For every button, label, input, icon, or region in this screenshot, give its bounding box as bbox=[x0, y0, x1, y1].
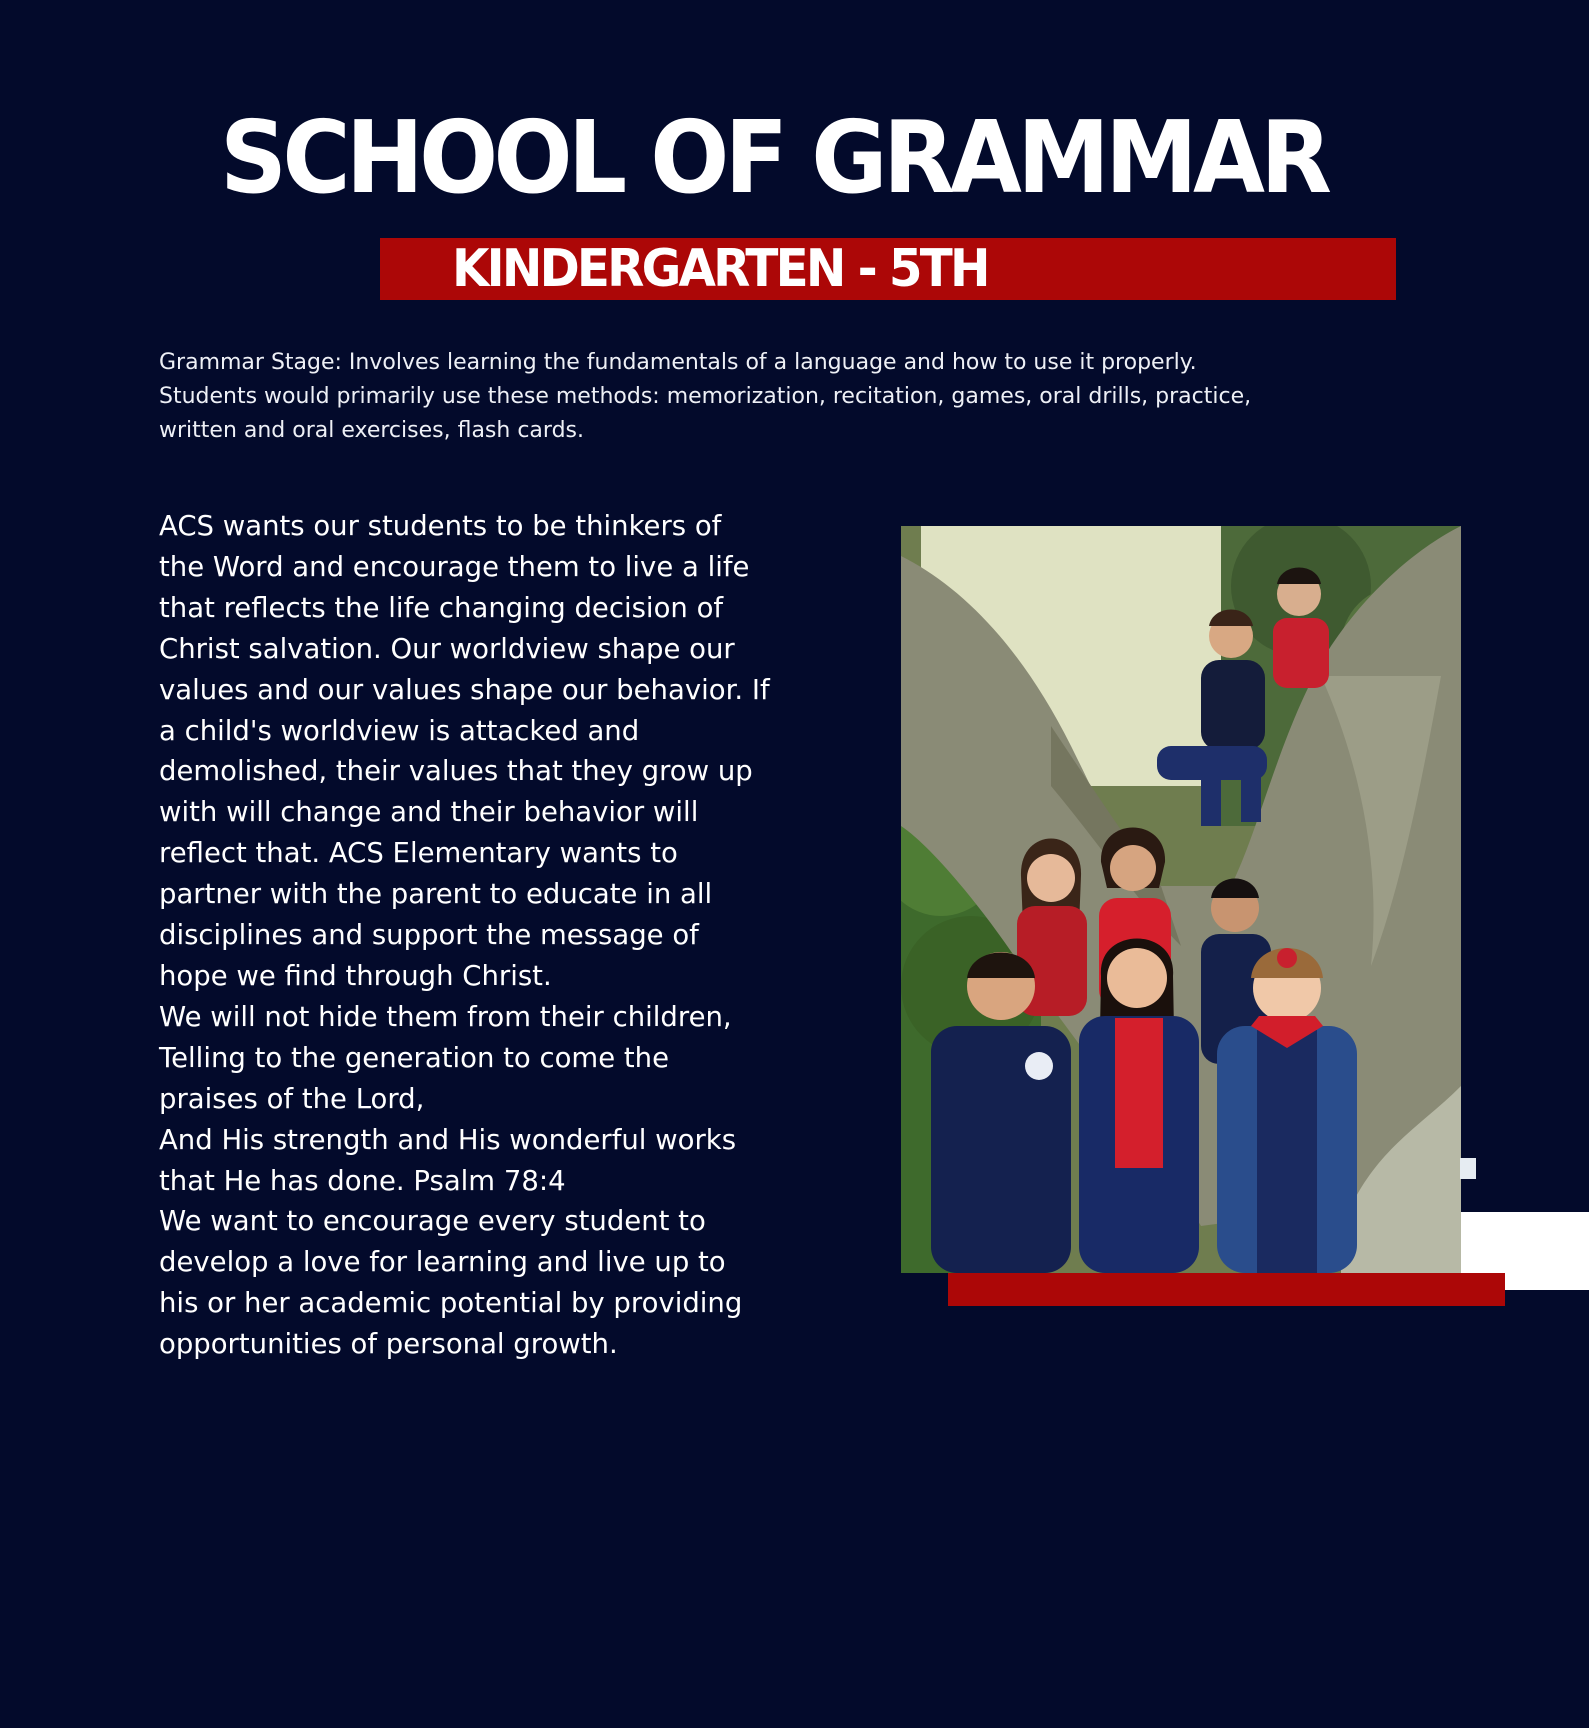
body-line: his or her academic potential by providing bbox=[159, 1287, 743, 1320]
intro-line: Grammar Stage: Involves learning the fundamentals of a language and how to use it properly. bbox=[159, 350, 1197, 375]
body-line: demolished, their values that they grow up bbox=[159, 755, 753, 788]
decorative-small-block bbox=[1460, 1158, 1476, 1179]
grade-range-subtitle: KINDERGARTEN - 5TH bbox=[452, 239, 988, 299]
intro-line: Students would primarily use these methods: memorization, recitation, games, oral drills, practice, bbox=[159, 384, 1252, 409]
body-line: opportunities of personal growth. bbox=[159, 1328, 618, 1361]
body-line: with will change and their behavior will bbox=[159, 796, 699, 829]
scripture-line: We will not hide them from their children, bbox=[159, 1000, 732, 1033]
body-line: a child's worldview is attacked and bbox=[159, 714, 640, 747]
body-line: We want to encourage every student to bbox=[159, 1205, 706, 1238]
body-line: Christ salvation. Our worldview shape our bbox=[159, 632, 735, 665]
body-line: hope we find through Christ. bbox=[159, 959, 552, 992]
mission-paragraph bbox=[159, 506, 799, 1365]
scripture-line: that He has done. Psalm 78:4 bbox=[159, 1164, 566, 1197]
scripture-line: Telling to the generation to come the bbox=[159, 1041, 669, 1074]
scripture-line: And His strength and His wonderful works bbox=[159, 1123, 737, 1156]
body-line: values and our values shape our behavior. If bbox=[159, 673, 770, 706]
intro-line: written and oral exercises, flash cards. bbox=[159, 418, 584, 443]
body-line: develop a love for learning and live up to bbox=[159, 1246, 726, 1279]
body-line: reflect that. ACS Elementary wants to bbox=[159, 837, 678, 870]
scripture-line: praises of the Lord, bbox=[159, 1082, 425, 1115]
body-line: the Word and encourage them to live a life bbox=[159, 550, 750, 583]
body-line: ACS wants our students to be thinkers of bbox=[159, 510, 722, 542]
body-line: partner with the parent to educate in all bbox=[159, 878, 713, 911]
body-line: that reflects the life changing decision of bbox=[159, 591, 724, 624]
decorative-red-bar bbox=[948, 1273, 1505, 1306]
page-title: SCHOOL OF GRAMMAR bbox=[220, 99, 1328, 216]
grammar-stage-intro bbox=[159, 346, 1339, 448]
body-line: disciplines and support the message of bbox=[159, 919, 699, 952]
students-photo bbox=[901, 526, 1461, 1273]
